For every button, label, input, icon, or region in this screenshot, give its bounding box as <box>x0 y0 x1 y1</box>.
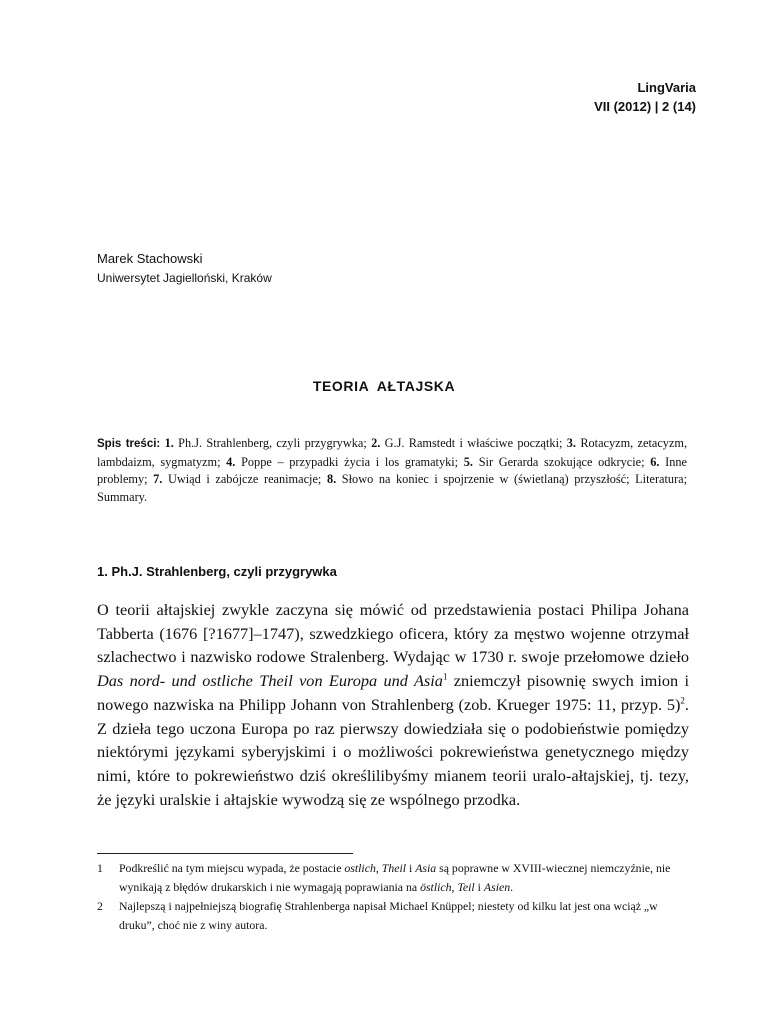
toc-extra: Summary. <box>97 489 148 504</box>
footnote-text: Najlepszą i najpełniejszą biografię Strahlenberga napisał Michael Knüppel; niestety od kilku lat jest ona wciąż „w druku”, choć nie z winy autora. <box>119 899 658 932</box>
toc-item: 4. Poppe – przypadki życia i los gramatyki; <box>226 454 459 469</box>
section-heading: 1. Ph.J. Strahlenberg, czyli przygrywka <box>97 564 337 579</box>
toc-label: Spis treści: <box>97 438 161 450</box>
toc-extra: Literatura; <box>635 472 688 486</box>
toc-item: 8. Słowo na koniec i spojrzenie w (świetlaną) przyszłość; <box>326 472 630 486</box>
toc-item: 5. Sir Gerarda szokujące odkrycie; <box>463 454 645 469</box>
toc-item: 6. Inne problemy; <box>97 454 687 486</box>
footnote-number: 2 <box>97 899 103 913</box>
article-title: TEORIA AŁTAJSKA <box>312 378 456 394</box>
paragraph: O teorii ałtajskiej zwykle zaczyna się mówić od przedstawienia postaci Philipa Johana Tabberta (1676 [?1677]–1747), szwedzkiego oficera, który za męstwo wojenne otrzymał szlachectwo i nazwisko rodowe Stralenberg. Wydając w 1730 r. swoje przełomowe dzieło Das nord- und ostliche Theil von Europa und Asia$^1$ zniemczył pisownię swych imion i nowego nazwiska na Philipp Johann von Strahlenberg (zob. Krueger 1975: 11, przyp. 5)$^2$. Z dzieła tego uczona Europa po raz pierwszy dowiedziała się o podobieństwie pomiędzy niektórymi językami syberyjskimi i o możliwości pokrewieństwa genetycznego między nimi, które to pokrewieństwo dziś określilibyśmy mianem teorii uralo-ałtajskiej, tj. tezy, że języki uralskie i ałtajskie wywodzą się ze wspólnego przodka. <box>97 600 689 809</box>
author-name: Marek Stachowski <box>97 251 203 266</box>
journal-header <box>594 78 696 116</box>
toc-item: 7. Uwiąd i zabójcze reanimacje; <box>153 472 322 486</box>
footnote-text: Podkreślić na tym miejscu wypada, że postacie ostlich, Theil i Asia są poprawne w XVIII-wiecznej niemczyźnie, nie wynikają z błędów drukarskich i nie wymagają poprawiania na östlich, Teil i Asien. <box>119 861 671 894</box>
toc-item: 1. Ph.J. Strahlenberg, czyli przygrywka; <box>164 436 367 450</box>
journal-issue: VII (2012) | 2 (14) <box>594 99 696 114</box>
author-block <box>97 249 272 287</box>
body-text <box>97 598 689 811</box>
toc-item: 3. Rotacyzm, zetacyzm, lambdaizm, sygmatyzm; <box>97 436 688 469</box>
footnote-ref[interactable]: 1 <box>442 671 448 682</box>
author-affiliation: Uniwersytet Jagielloński, Kraków <box>97 271 272 285</box>
table-of-contents <box>97 435 687 506</box>
journal-name: LingVaria <box>637 80 696 95</box>
footnote-number: 1 <box>97 861 103 875</box>
work-title: Das nord- und ostliche Theil von Europa und Asia <box>97 671 443 691</box>
footnote <box>97 859 689 897</box>
toc-item: 2. G.J. Ramstedt i właściwe początki; <box>371 436 563 450</box>
footnote-divider <box>97 853 353 854</box>
footnote-ref[interactable]: 2 <box>680 695 685 706</box>
footnotes <box>97 859 689 935</box>
footnote <box>97 897 689 935</box>
